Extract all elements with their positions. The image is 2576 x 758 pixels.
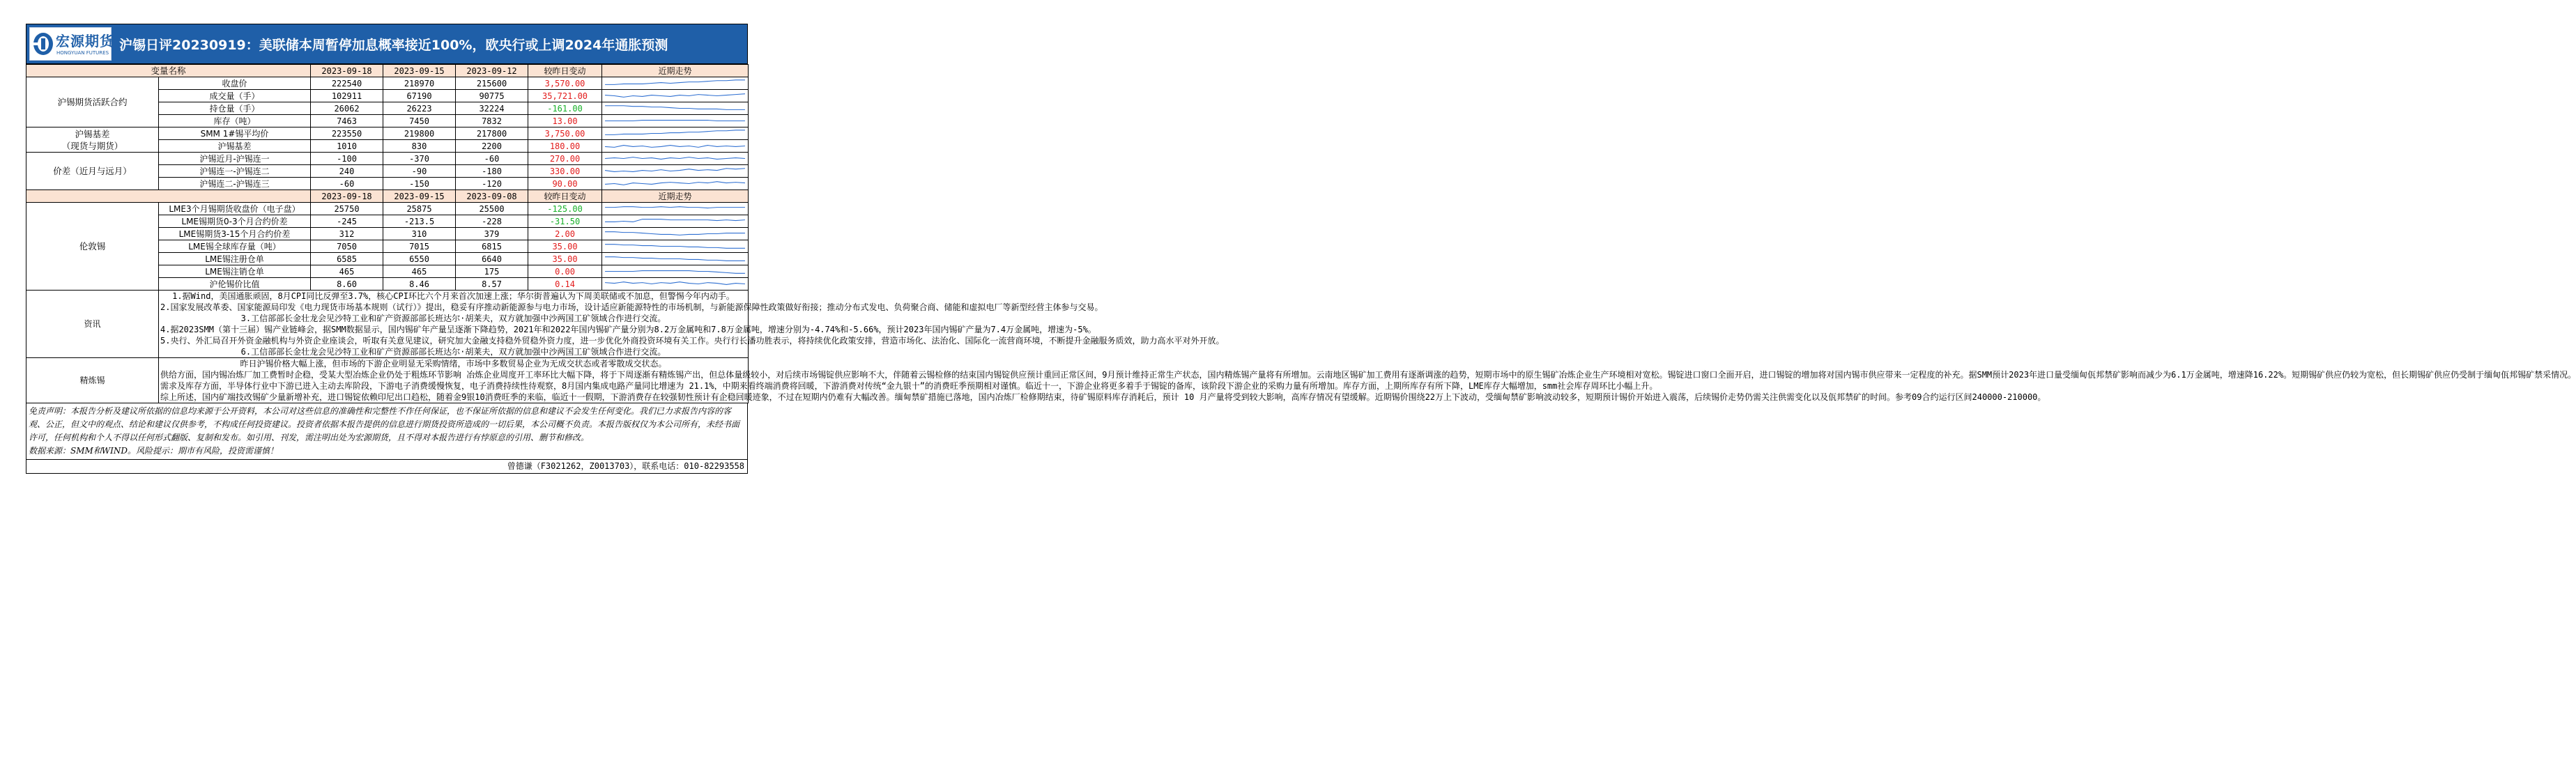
header-change: 较昨日变动 [528, 190, 602, 203]
value-date-1: 25750 [311, 203, 383, 215]
value-date-2: 67190 [383, 90, 456, 102]
value-date-1: 6585 [311, 253, 383, 265]
table-row [26, 127, 749, 140]
trend-sparkline [602, 127, 749, 140]
value-date-3: 6640 [456, 253, 528, 265]
value-date-2: -213.5 [383, 215, 456, 228]
change-value: 0.00 [528, 265, 602, 278]
value-date-3: 217800 [456, 127, 528, 140]
row-name: LME锡全球库存量（吨） [159, 240, 311, 253]
value-date-1: -60 [311, 178, 383, 190]
value-date-2: -150 [383, 178, 456, 190]
hongyuan-logo-icon [33, 32, 54, 56]
table-row [26, 203, 749, 215]
group-label-spread: 价差（近月与远月） [26, 153, 159, 190]
sparkline-chart [604, 229, 746, 239]
trend-sparkline [602, 253, 749, 265]
row-name: LME锡注册仓单 [159, 253, 311, 265]
header-date-1: 2023-09-18 [311, 65, 383, 77]
table2-header-row [26, 190, 749, 203]
news-label: 资讯 [26, 291, 159, 358]
analyst-contact: 曾德谦（F3021262，Z0013703），联系电话：010-82293558 [26, 460, 748, 474]
value-date-1: 26062 [311, 102, 383, 115]
group-label-london-tin: 伦敦锡 [26, 203, 159, 291]
trend-sparkline [602, 278, 749, 291]
value-date-1: 102911 [311, 90, 383, 102]
data-source-note: 数据来源：SMM和WIND。风险提示：期市有风险，投资需谨慎！ [29, 446, 278, 456]
sparkline-chart [604, 78, 746, 88]
change-value: -31.50 [528, 215, 602, 228]
value-date-1: 240 [311, 165, 383, 178]
row-name: 沪锡近月-沪锡连一 [159, 153, 311, 165]
trend-sparkline [602, 165, 749, 178]
row-name: 沪锡连一-沪锡连二 [159, 165, 311, 178]
row-name: 沪锡连二-沪锡连三 [159, 178, 311, 190]
trend-sparkline [602, 228, 749, 240]
row-name: 沪锡基差 [159, 140, 311, 153]
trend-sparkline [602, 240, 749, 253]
row-name: 成交量（手） [159, 90, 311, 102]
value-date-1: 465 [311, 265, 383, 278]
value-date-3: 32224 [456, 102, 528, 115]
analysis-paragraph: 需求及库存方面，半导体行业中下游已进入主动去库阶段，下游电子消费缓慢恢复，电子消费持续性待观察，8月国内集成电路产量同比增速为 21.1%，中期来看终端消费将回暖，下游消费对传统“金九银十”的消费旺季预期相对谨慎。临近十一，下游企业将更多着手于锡锭的备库，该阶段下游企业的采购力量有所增加。库存方面，上期所库存有所下降，LME库存大幅增加，smm社会库存周环比小幅上升。 [160, 381, 1658, 391]
value-date-2: 8.46 [383, 278, 456, 291]
change-value: 35,721.00 [528, 90, 602, 102]
change-value: 0.14 [528, 278, 602, 291]
sparkline-chart [604, 203, 746, 214]
sparkline-chart [604, 103, 746, 114]
sparkline-path [605, 232, 745, 235]
change-value: 35.00 [528, 240, 602, 253]
sparkline-path [605, 282, 745, 285]
value-date-3: 175 [456, 265, 528, 278]
value-date-3: 7832 [456, 115, 528, 127]
change-value: 2.00 [528, 228, 602, 240]
sparkline-chart [604, 128, 746, 139]
trend-sparkline [602, 178, 749, 190]
change-value: 13.00 [528, 115, 602, 127]
sparkline-path [605, 130, 745, 135]
table-row [26, 77, 749, 90]
report-sheet [26, 24, 2576, 474]
sparkline-path [605, 80, 745, 85]
row-name: LME3个月锡期货收盘价（电子盘） [159, 203, 311, 215]
value-date-3: -60 [456, 153, 528, 165]
value-date-3: 25500 [456, 203, 528, 215]
news-item: 1.据Wind，美国通胀顽固，8月CPI同比反弹至3.7%，核心CPI环比六个月来首次加速上涨；华尔街普遍认为下周美联储或不加息，但警惕今年内动手。 [172, 291, 735, 301]
value-date-3: 2200 [456, 140, 528, 153]
news-item: 6.工信部部长金壮龙会见沙特工业和矿产资源部部长班达尔·胡莱夫，双方就加强中沙两国工矿领域合作进行交流。 [240, 347, 666, 357]
change-value: 180.00 [528, 140, 602, 153]
sparkline-chart [604, 216, 746, 226]
value-date-3: 8.57 [456, 278, 528, 291]
value-date-2: 310 [383, 228, 456, 240]
value-date-2: 219800 [383, 127, 456, 140]
data-table [26, 64, 2576, 403]
value-date-2: 830 [383, 140, 456, 153]
analysis-paragraph: 供给方面，国内锡冶炼厂加工费暂时企稳，受某大型冶炼企业仍处于粗炼环节影响 冶炼企业周度开工率环比大幅下降，将于下周逐渐有精炼锡产出，但总体量级较小，对后续市场锡锭供应影响不大，伴随着云锡检修的结束国内锡锭供应预计重回正常区间，9月预计维持正常生产状态，国内精炼锡产量将有所增加。云南地区锡矿加工费用有逐渐调涨的趋势，短期市场中的原生锡矿冶炼企业生产环境相对宽松。锡锭进口窗口全面开启，进口锡锭的增加将对国内锡市供应带来一定程度的补充。据SMM预计2023年进口量受缅甸佤邦禁矿影响而减少为6.1万金属吨，增速降16.22%。短期锡矿供应仍较为宽松，但长期锡矿供应仍受制于缅甸佤邦锡矿禁采情况。 [160, 370, 2576, 380]
sparkline-chart [604, 116, 746, 126]
value-date-2: 465 [383, 265, 456, 278]
value-date-3: 6815 [456, 240, 528, 253]
value-date-2: -370 [383, 153, 456, 165]
sparkline-chart [604, 153, 746, 164]
sparkline-chart [604, 141, 746, 151]
disclaimer-text: 免责声明：本报告分析及建议所依据的信息均来源于公开资料，本公司对这些信息的准确性和完整性不作任何保证，也不保证所依据的信息和建议不会发生任何变化。我们已力求报告内容的客观、公正，但文中的观点、结论和建议仅供参考，不构成任何投资建议。投资者依据本报告提供的信息进行期货投资所造成的一切后果，本公司概不负责。本报告版权仅为本公司所有，未经书面许可，任何机构和个人不得以任何形式翻版、复制和发布。如引用、刊发，需注明出处为宏源期货，且不得对本报告进行有悖原意的引用、删节和修改。 [29, 406, 740, 442]
report-header [26, 24, 748, 64]
value-date-2: 26223 [383, 102, 456, 115]
change-value: -161.00 [528, 102, 602, 115]
analysis-paragraph: 昨日沪锡价格大幅上涨，但市场的下游企业明显无采购情绪，市场中多数贸易企业为无成交状态或者零散成交状态。 [240, 359, 667, 369]
analysis-content [159, 358, 2576, 403]
value-date-1: 312 [311, 228, 383, 240]
change-value: 90.00 [528, 178, 602, 190]
value-date-3: 379 [456, 228, 528, 240]
row-name: 持仓量（手） [159, 102, 311, 115]
change-value: 270.00 [528, 153, 602, 165]
header-date-3: 2023-09-12 [456, 65, 528, 77]
row-name: 库存（吨） [159, 115, 311, 127]
sparkline-path [605, 157, 745, 160]
analysis-paragraph: 综上所述，国内矿端技改锡矿少量新增补充，进口锡锭依赖印尼出口趋松，随着金9银10消费旺季的来临，临近十一假期，下游消费存在较强韧性预计有企稳回暖迹象，不过在短期内仍难有大幅改善。缅甸禁矿措施已落地，国内冶炼厂检修期结束，待矿锡原料库存消耗后，预计 10 月产量将受到较大影响，高库存情况有望缓解。近期锡价围绕22万上下波动，受缅甸禁矿影响波动较多，短期预计锡价开始进入震荡，后续锡价走势仍需关注供需变化以及佤邦禁矿的时间。参考09合约运行区间240000-210000。 [160, 392, 2046, 402]
sparkline-path [605, 169, 745, 172]
row-name: LME锡注销仓单 [159, 265, 311, 278]
logo-english-name: HONGYUAN FUTURES [56, 50, 109, 56]
header-change: 较昨日变动 [528, 65, 602, 77]
value-date-3: 90775 [456, 90, 528, 102]
header-date-2: 2023-09-15 [383, 65, 456, 77]
sparkline-path [605, 146, 745, 148]
header-date-3: 2023-09-08 [456, 190, 528, 203]
trend-sparkline [602, 140, 749, 153]
trend-sparkline [602, 265, 749, 278]
value-date-2: 218970 [383, 77, 456, 90]
company-logo [29, 27, 112, 61]
value-date-2: 25875 [383, 203, 456, 215]
sparkline-path [605, 207, 745, 208]
row-name: LME锡期货0-3个月合约价差 [159, 215, 311, 228]
change-value: -125.00 [528, 203, 602, 215]
value-date-2: 7450 [383, 115, 456, 127]
row-name: 收盘价 [159, 77, 311, 90]
value-date-1: -245 [311, 215, 383, 228]
header-blank [26, 190, 311, 203]
sparkline-chart [604, 178, 746, 189]
logo-chinese-name: 宏源期货 [56, 33, 114, 49]
sparkline-chart [604, 241, 746, 252]
disclaimer [26, 403, 748, 460]
trend-sparkline [602, 153, 749, 165]
sparkline-path [605, 219, 745, 222]
news-item: 3.工信部部长金壮龙会见沙特工业和矿产资源部部长班达尔·胡莱夫，双方就加强中沙两国工矿领域合作进行交流。 [240, 314, 666, 323]
sparkline-path [605, 182, 745, 185]
value-date-3: -228 [456, 215, 528, 228]
value-date-3: 215600 [456, 77, 528, 90]
trend-sparkline [602, 90, 749, 102]
value-date-2: 6550 [383, 253, 456, 265]
analysis-row [26, 358, 749, 403]
change-value: 3,750.00 [528, 127, 602, 140]
table1-header-row [26, 65, 749, 77]
value-date-1: -100 [311, 153, 383, 165]
news-item: 4.据2023SMM（第十三届）锡产业链峰会，据SMM数据显示，国内锡矿年产量呈逐渐下降趋势，2021年和2022年国内锡矿产量分别为8.2万金属吨和7.8万金属吨，增速分别为-4.74%和-5.66%，预计2023年国内锡矿产量为7.4万金属吨，增速为-5%。 [160, 325, 1096, 334]
news-item: 5.央行、外汇局召开外资金融机构与外资企业座谈会，听取有关意见建议，研究加大金融支持稳外贸稳外资力度，进一步优化外商投资环境有关工作。央行行长潘功胜表示，将持续优化政策安排，营造市场化、法治化、国际化一流营商环境，不断提升金融服务质效，助力高水平对外开放。 [160, 336, 1225, 346]
group-label-line-2: （现货与期货） [61, 140, 123, 151]
value-date-1: 222540 [311, 77, 383, 90]
change-value: 330.00 [528, 165, 602, 178]
sparkline-chart [604, 279, 746, 289]
news-item: 2.国家发展改革委、国家能源局印发《电力现货市场基本规则（试行）》提出，稳妥有序推动新能源参与电力市场，设计适应新能源特性的市场机制，与新能源保障性政策做好衔接；推动分布式发电、负荷聚合商、储能和虚拟电厂等新型经营主体参与交易。 [160, 302, 1103, 312]
row-name: SMM 1#锡平均价 [159, 127, 311, 140]
header-variable-name: 变量名称 [26, 65, 311, 77]
group-label-basis [26, 127, 159, 153]
header-date-1: 2023-09-18 [311, 190, 383, 203]
sparkline-path [605, 106, 745, 110]
trend-sparkline [602, 203, 749, 215]
group-label-line-1: 沪锡基差 [75, 128, 110, 139]
sparkline-path [605, 271, 745, 274]
value-date-2: -90 [383, 165, 456, 178]
sparkline-path [605, 257, 745, 261]
sparkline-chart [604, 91, 746, 101]
sparkline-chart [604, 266, 746, 277]
sparkline-chart [604, 166, 746, 176]
value-date-1: 8.60 [311, 278, 383, 291]
news-content [159, 291, 1225, 358]
value-date-3: -180 [456, 165, 528, 178]
header-trend: 近期走势 [602, 190, 749, 203]
value-date-2: 7015 [383, 240, 456, 253]
group-label-active-contract: 沪锡期货活跃合约 [26, 77, 159, 127]
trend-sparkline [602, 102, 749, 115]
news-row [26, 291, 749, 358]
sparkline-path [605, 245, 745, 249]
header-trend: 近期走势 [602, 65, 749, 77]
change-value: 35.00 [528, 253, 602, 265]
value-date-1: 223550 [311, 127, 383, 140]
trend-sparkline [602, 215, 749, 228]
trend-sparkline [602, 115, 749, 127]
value-date-1: 1010 [311, 140, 383, 153]
sparkline-path [605, 94, 745, 98]
table-row [26, 153, 749, 165]
report-title: 沪锡日评20230919：美联储本周暂停加息概率接近100%，欧央行或上调2024年通胀预测 [119, 38, 668, 53]
sparkline-chart [604, 254, 746, 264]
header-date-2: 2023-09-15 [383, 190, 456, 203]
value-date-3: -120 [456, 178, 528, 190]
change-value: 3,570.00 [528, 77, 602, 90]
row-name: LME锡期货3-15个月合约价差 [159, 228, 311, 240]
value-date-1: 7463 [311, 115, 383, 127]
analysis-label: 精炼锡 [26, 358, 159, 403]
row-name: 沪伦锡价比值 [159, 278, 311, 291]
value-date-1: 7050 [311, 240, 383, 253]
trend-sparkline [602, 77, 749, 90]
